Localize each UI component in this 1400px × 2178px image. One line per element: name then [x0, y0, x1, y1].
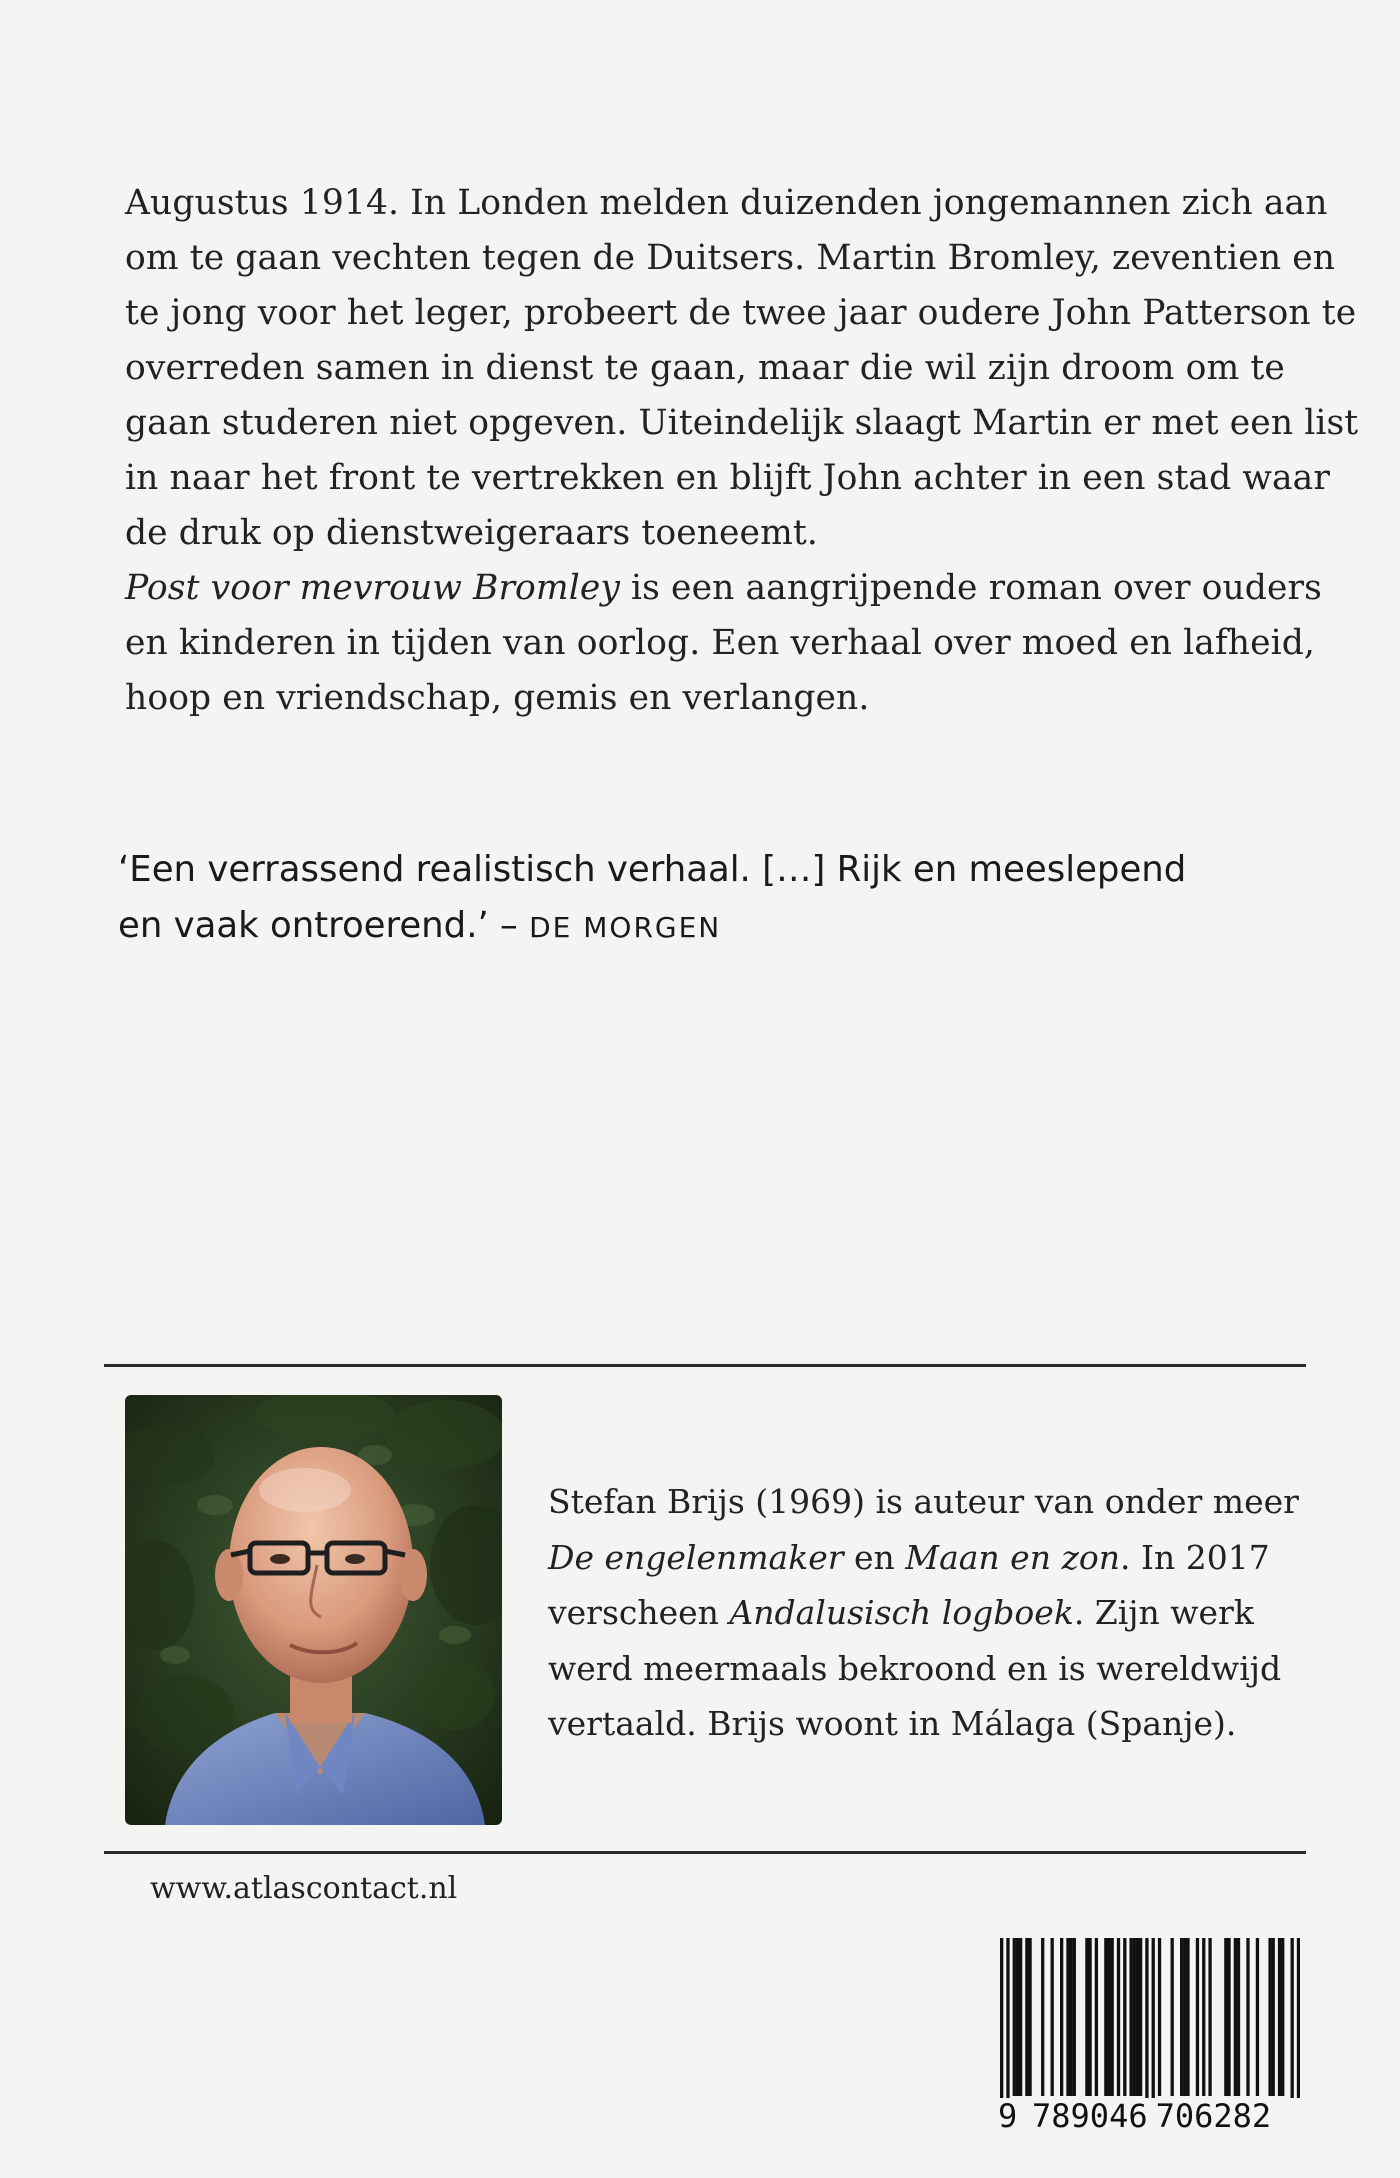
barcode-bar — [1237, 1938, 1240, 2096]
barcode-bar — [1278, 1938, 1281, 2096]
barcode-bar — [1000, 1938, 1003, 2098]
barcode-bar — [1088, 1938, 1091, 2096]
barcode-bar — [1272, 1938, 1275, 2096]
barcode-bar — [1069, 1938, 1072, 2096]
barcode-bar — [1183, 1938, 1186, 2096]
barcode-bar — [1196, 1938, 1199, 2096]
publisher-website: www.atlascontact.nl — [150, 1871, 458, 1906]
divider-bottom — [104, 1851, 1306, 1854]
press-quote — [118, 842, 1268, 956]
blurb-line: te jong voor het leger, probeert de twee jaar oudere John Patterson te — [125, 293, 1357, 333]
barcode-bar — [1051, 1938, 1054, 2096]
blurb-line: hoop en vriendschap, gemis en verlangen. — [125, 678, 870, 718]
bio-text: . Zijn werk — [1073, 1593, 1254, 1632]
barcode-bar — [1136, 1938, 1139, 2096]
barcode-bar — [1123, 1938, 1126, 2096]
isbn-group-1: 789046 — [1032, 2097, 1148, 2135]
bio-text: . In 2017 — [1119, 1537, 1270, 1577]
isbn-first-digit: 9 — [998, 2097, 1018, 2135]
barcode-bar — [1107, 1938, 1110, 2096]
book-title-italic: De engelenmaker — [548, 1537, 844, 1577]
book-title-italic: Andalusisch logboek — [729, 1593, 1074, 1632]
quote-source: DE MORGEN — [529, 911, 722, 944]
blurb-line: om te gaan vechten tegen de Duitsers. Martin Bromley, zeventien en — [125, 238, 1336, 278]
barcode-bar — [1111, 1938, 1114, 2096]
bio-text: verscheen — [548, 1593, 730, 1632]
book-blurb — [125, 176, 1359, 726]
barcode-bar — [1268, 1938, 1271, 2096]
barcode-bar — [1028, 1938, 1031, 2096]
isbn-group-2: 706282 — [1155, 2097, 1272, 2135]
bio-line — [548, 1585, 1328, 1641]
barcode-bar — [1256, 1938, 1259, 2096]
barcode-bar — [1158, 1938, 1161, 2096]
barcode-bar — [1016, 1938, 1019, 2096]
barcode-bar — [1171, 1938, 1174, 2096]
barcode-bar — [1246, 1938, 1249, 2096]
barcode-bar — [1025, 1938, 1028, 2096]
barcode-bar — [1180, 1938, 1183, 2096]
barcode-bar — [1139, 1938, 1142, 2096]
barcode-bar — [1117, 1938, 1120, 2096]
barcode-bar — [1013, 1938, 1016, 2096]
bio-line — [548, 1530, 1328, 1586]
quote-line — [118, 898, 1268, 956]
quote-separator: – — [488, 905, 530, 946]
barcode-bar — [1095, 1938, 1098, 2096]
book-title-italic: Post voor mevrouw Bromley — [125, 568, 620, 608]
barcode-bar — [1186, 1938, 1189, 2096]
bio-line: werd meermaals bekroond en is wereldwijd — [548, 1648, 1282, 1688]
barcode-bar — [1227, 1938, 1230, 2096]
blurb-text: is een aangrijpende roman over ouders — [619, 568, 1322, 608]
barcode-bar — [1208, 1938, 1211, 2096]
barcode-bar — [1085, 1938, 1088, 2096]
bio-text: en — [843, 1537, 906, 1577]
bio-line: Stefan Brijs (1969) is auteur van onder meer — [548, 1482, 1299, 1521]
blurb-line — [125, 561, 1322, 616]
author-photo — [125, 1395, 502, 1825]
barcode-bar — [1006, 1938, 1009, 2098]
barcode-bar — [1066, 1938, 1069, 2096]
barcode-bar — [1073, 1938, 1076, 2096]
barcode-bar — [1129, 1938, 1132, 2096]
quote-text: en vaak ontroerend.’ — [118, 905, 489, 946]
quote-line: ‘Een verrassend realistisch verhaal. […] Rijk en meeslepend — [118, 849, 1187, 890]
barcode-bar — [1133, 1938, 1136, 2096]
blurb-line: de druk op dienstweigeraars toeneemt. — [125, 513, 818, 553]
barcode-bar — [1234, 1938, 1237, 2096]
book-title-italic: Maan en zon — [905, 1537, 1120, 1577]
barcode-bar — [1281, 1938, 1284, 2096]
barcode-bar — [1041, 1938, 1044, 2096]
blurb-line: overreden samen in dienst te gaan, maar die wil zijn droom om te — [125, 348, 1285, 388]
barcode-bar — [1291, 1938, 1294, 2098]
blurb-line: Augustus 1914. In Londen melden duizenden jongemannen zich aan — [125, 183, 1328, 223]
barcode-bar — [1224, 1938, 1227, 2096]
barcode-bar — [1060, 1938, 1063, 2096]
barcode-bar — [1104, 1938, 1107, 2096]
barcode-bar — [1202, 1938, 1205, 2096]
blurb-line: en kinderen in tijden van oorlog. Een verhaal over moed en lafheid, — [125, 623, 1315, 663]
divider-top — [104, 1364, 1306, 1367]
barcode-bar — [1019, 1938, 1022, 2096]
blurb-line: gaan studeren niet opgeven. Uiteindelijk slaagt Martin er met een list — [125, 403, 1359, 443]
barcode-bar — [1152, 1938, 1155, 2098]
barcode-bar — [1297, 1938, 1300, 2098]
isbn-digits — [998, 2096, 1298, 2136]
bio-line: vertaald. Brijs woont in Málaga (Spanje). — [548, 1704, 1237, 1743]
barcode-bar — [1145, 1938, 1148, 2098]
blurb-line: in naar het front te vertrekken en blijft John achter in een stad waar — [125, 458, 1330, 498]
author-bio — [548, 1474, 1328, 1752]
